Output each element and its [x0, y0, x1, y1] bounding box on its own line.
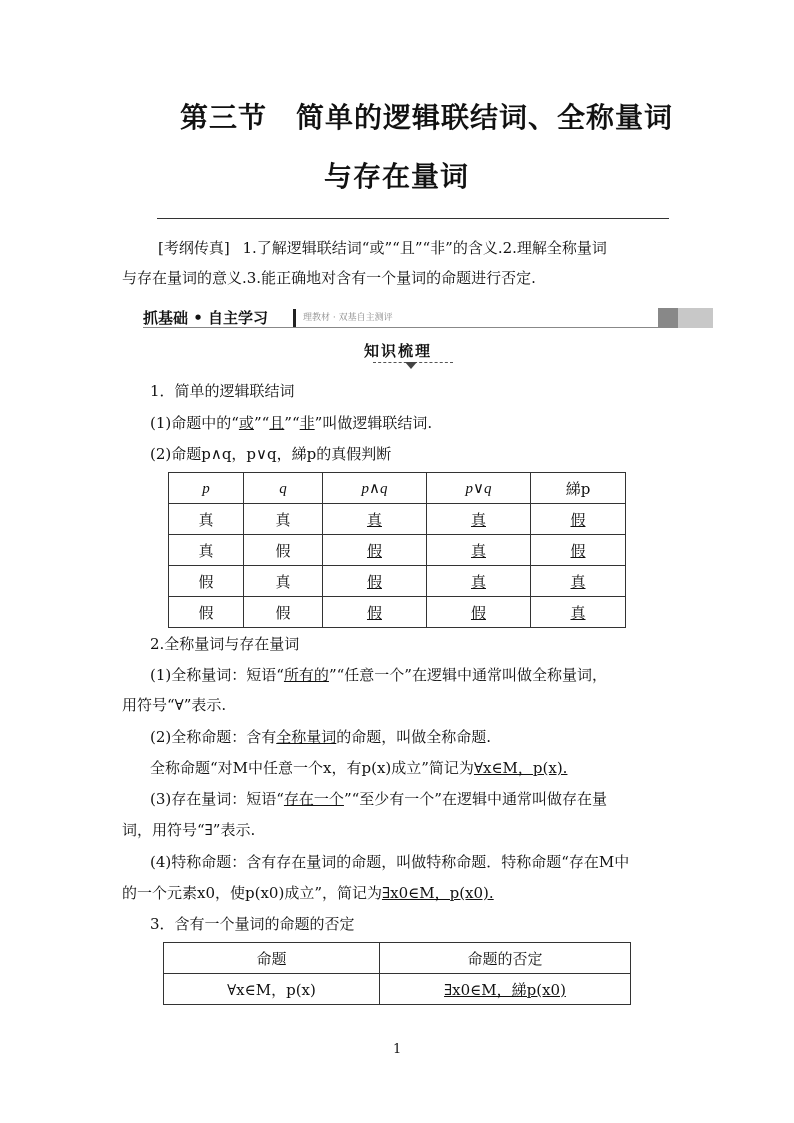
title-divider: [157, 218, 669, 219]
table-cell: ∀x∈M，p(x): [164, 974, 380, 1005]
table-row: [169, 566, 626, 597]
s3-heading: 3．含有一个量词的命题的否定: [150, 915, 355, 933]
truth-header-cell: p∨q: [427, 473, 531, 504]
table-cell: 假: [323, 535, 427, 566]
s2-p3-pre: 全称命题“对M中任意一个x，有p(x)成立”简记为: [150, 759, 474, 777]
s2-p2-pre: (2)全称命题：含有: [150, 728, 277, 746]
table-cell: 真: [531, 566, 626, 597]
truth-header-cell: p: [169, 473, 244, 504]
table-cell: 真: [244, 566, 323, 597]
s2-p5b-pre: 的一个元素x0，使p(x0)成立”，简记为: [122, 884, 382, 902]
table-cell: 真: [531, 597, 626, 628]
s2-p1b: 用符号“∀”表示.: [122, 696, 227, 714]
s2-p5: (4)特称命题：含有存在量词的命题，叫做特称命题．特称命题“存在M中: [150, 853, 630, 871]
truth-table: [168, 472, 626, 628]
section-bar-dark-block: [658, 308, 678, 328]
section-bar: [143, 308, 713, 328]
s1-item1-post: ”叫做逻辑联结词.: [314, 414, 433, 432]
s2-p1-pre: (1)全称量词：短语“: [150, 666, 284, 684]
table-cell: 真: [427, 566, 531, 597]
table-cell: ∃x0∈M，綈p(x0): [380, 974, 631, 1005]
truth-table-header: [169, 473, 626, 504]
negation-table-header: [164, 943, 631, 974]
table-row: [169, 535, 626, 566]
truth-header-cell: q: [244, 473, 323, 504]
page-number: 1: [393, 1042, 402, 1057]
s2-p2-post: 的命题，叫做全称命题.: [336, 728, 492, 746]
triangle-down-icon: [405, 362, 417, 369]
table-row: [169, 504, 626, 535]
table-cell: 假: [531, 535, 626, 566]
s2-p2-underlined: 全称量词: [276, 728, 337, 746]
s2-p4-underlined: 存在一个: [283, 790, 344, 808]
section-bar-separator: [293, 309, 296, 327]
table-cell: 真: [427, 535, 531, 566]
table-cell: 假: [244, 535, 323, 566]
page-title-line2: 与存在量词: [324, 160, 470, 193]
table-cell: 真: [169, 535, 244, 566]
s2-p5b: [122, 882, 494, 903]
negation-table: [163, 942, 631, 1005]
s2-p5b-underlined: ∃x0∈M，p(x0).: [381, 884, 494, 902]
s2-p4-post: ”“至少有一个”在逻辑中通常叫做存在量: [343, 790, 607, 808]
syllabus-line1: [122, 233, 682, 263]
table-cell: 真: [427, 504, 531, 535]
s2-p1-underlined: 所有的: [283, 666, 329, 684]
s2-p4-pre: (3)存在量词：短语“: [150, 790, 284, 808]
section-bar-light-block: [678, 308, 713, 328]
s2-p4b: 词，用符号“∃”表示.: [122, 821, 256, 839]
s1-item1: [150, 412, 432, 433]
table-cell: 真: [323, 504, 427, 535]
section-bar-underline: [143, 327, 713, 328]
table-cell: 假: [244, 597, 323, 628]
s1-item1-q2: ”“: [284, 414, 300, 432]
section-bar-subtitle: 理教材 · 双基自主测评: [303, 313, 393, 323]
s2-p3-underlined: ∀x∈M，p(x).: [473, 759, 568, 777]
s2-p1: [150, 664, 607, 685]
syllabus-text1: 1.了解逻辑联结词“或”“且”“非”的含义.2.理解全称量词: [242, 239, 607, 257]
syllabus-line2: 与存在量词的意义.3.能正确地对含有一个量词的命题进行否定.: [122, 269, 536, 287]
table-row: [164, 974, 631, 1005]
table-row: [169, 597, 626, 628]
s2-p1-post: ”“任意一个”在逻辑中通常叫做全称量词，: [328, 666, 607, 684]
truth-header-cell: p∧q: [323, 473, 427, 504]
section-bar-title: 抓基础 • 自主学习: [143, 309, 269, 327]
s1-heading: 1．简单的逻辑联结词: [150, 382, 295, 400]
s1-item1-q1: ”“: [253, 414, 270, 432]
s2-p2: [150, 726, 491, 747]
table-cell: 假: [531, 504, 626, 535]
s1-item1-or: 或: [238, 414, 254, 432]
table-cell: 假: [169, 597, 244, 628]
table-cell: 假: [323, 597, 427, 628]
s1-item2: (2)命题p∧q，p∨q，綈p的真假判断: [150, 445, 392, 463]
table-cell: 假: [427, 597, 531, 628]
table-cell: 真: [244, 504, 323, 535]
s2-p4: [150, 788, 607, 809]
s2-p3: [150, 757, 567, 778]
s2-heading: 2.全称量词与存在量词: [150, 635, 300, 653]
truth-header-cell: 綈p: [531, 473, 626, 504]
table-cell: 真: [169, 504, 244, 535]
syllabus-intro: [122, 233, 682, 293]
negation-header-cell: 命题: [164, 943, 380, 974]
s1-item1-not: 非: [299, 414, 315, 432]
table-cell: 假: [323, 566, 427, 597]
s1-item1-pre: (1)命题中的“: [150, 414, 239, 432]
knowledge-heading: 知识梳理: [363, 342, 432, 360]
negation-header-cell: 命题的否定: [380, 943, 631, 974]
s1-item1-and: 且: [269, 414, 285, 432]
table-cell: 假: [169, 566, 244, 597]
page-title-line1: 第三节 简单的逻辑联结词、全称量词: [180, 101, 674, 134]
syllabus-tag: [考纲传真]: [158, 239, 230, 257]
